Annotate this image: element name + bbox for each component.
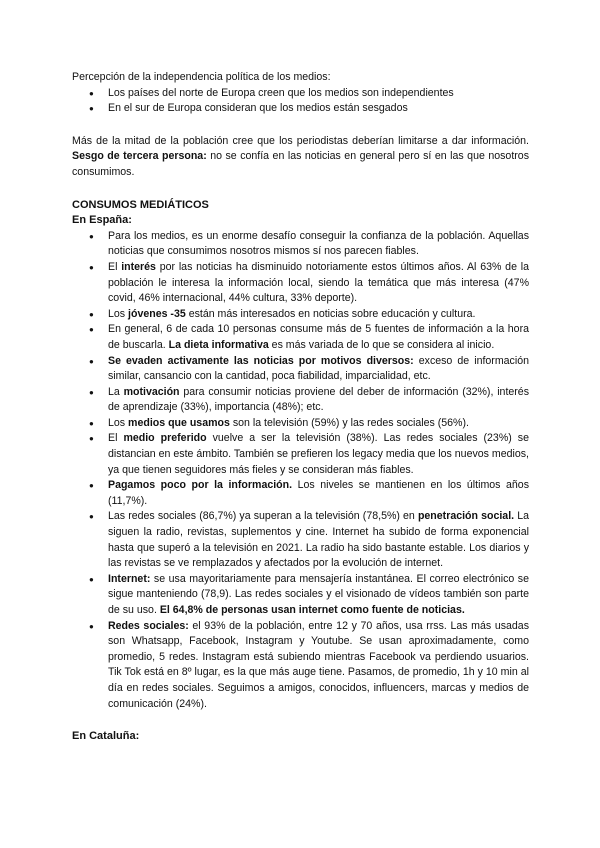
spacer [72, 181, 529, 198]
subtitle-spain: En España: [72, 214, 132, 227]
list-item: ● En general, 6 de cada 10 personas consume más de 5 fuentes de información a la hora de buscarla. La dieta informativa es más variada de lo que se considera al inicio. [72, 322, 529, 353]
third-person-paragraph: Más de la mitad de la población cree que los periodistas deberían limitarse a dar información. Sesgo de tercera persona: no se confía en las noticias en general pero sí en las que nosotros consumimos. [72, 134, 529, 178]
list-item: ● Redes sociales: el 93% de la población, entre 12 y 70 años, usa rrss. Las más usadas son Whatsapp, Facebook, Instagram y Youtube. Se usan aproximadamente, como promedio, 5 redes. Instagram está subiendo mientras Facebook va perdiendo usuarios. Tik Tok está en 8º lugar, es la que más auge tiene. Pasamos, de promedio, 1h y 10 min al día en redes sociales. Seguimos a amigos, conocidos, influencers, marcas y medios de comunicación (24%). [72, 619, 529, 713]
list-item: ● Los medios que usamos son la televisión (59%) y las redes sociales (56%). [72, 416, 529, 432]
intro-title: Percepción de la independencia política de los medios: [72, 71, 331, 83]
spacer [72, 712, 529, 729]
document-page [72, 70, 529, 745]
spain-list [72, 229, 529, 712]
intro-list [72, 86, 529, 117]
subtitle-catalonia: En Cataluña: [72, 730, 140, 743]
list-item: ● Se evaden activamente las noticias por motivos diversos: exceso de información similar, cansancio con la cantidad, poca fiabilidad, imparcialidad, etc. [72, 354, 529, 385]
list-item: ● Los jóvenes -35 están más interesados en noticias sobre educación y cultura. [72, 307, 529, 323]
list-item: ● La motivación para consumir noticias proviene del deber de información (32%), interés de aprendizaje (33%), importancia (48%); etc. [72, 385, 529, 416]
list-item: ● El interés por las noticias ha disminuido notoriamente estos últimos años. Al 63% de la población le interesa la información local, siendo la temática que más interesa (47% covid, 46% internacional, 44% cultura, 33% deporte). [72, 260, 529, 307]
list-item: ● El medio preferido vuelve a ser la televisión (38%). Las redes sociales (23%) se distancian en este ámbito. También se prefieren los legacy media que los nuevos medios, ya que tienen seguidores más fieles y se consideran más fiables. [72, 431, 529, 478]
list-item: ● Internet: se usa mayoritariamente para mensajería instantánea. El correo electrónico se sigue manteniendo (78,9). Las redes sociales y el visionado de vídeos también son parte de su uso. El 64,8% de personas usan internet como fuente de noticias. [72, 572, 529, 619]
list-item: ● Los países del norte de Europa creen que los medios son independientes [72, 86, 529, 102]
list-item: ● En el sur de Europa consideran que los medios están sesgados [72, 101, 529, 117]
list-item: ● Las redes sociales (86,7%) ya superan a la televisión (78,5%) en penetración social. La siguen la radio, revistas, suplementos y cine. Internet ha subido de forma exponencial hasta que superó a la televisión en 2021. La radio ha sido bastante estable. Los diarios y las revistas se ve remplazados y afectados por la evolución de internet. [72, 509, 529, 571]
section-title: CONSUMOS MEDIÁTICOS [72, 198, 209, 211]
list-item: ● Para los medios, es un enorme desafío conseguir la confianza de la población. Aquellas noticias que consumimos nosotros mismos sí nos parecen fiables. [72, 229, 529, 260]
list-item: ● Pagamos poco por la información. Los niveles se mantienen en los últimos años (11,7%). [72, 478, 529, 509]
spacer [72, 117, 529, 134]
